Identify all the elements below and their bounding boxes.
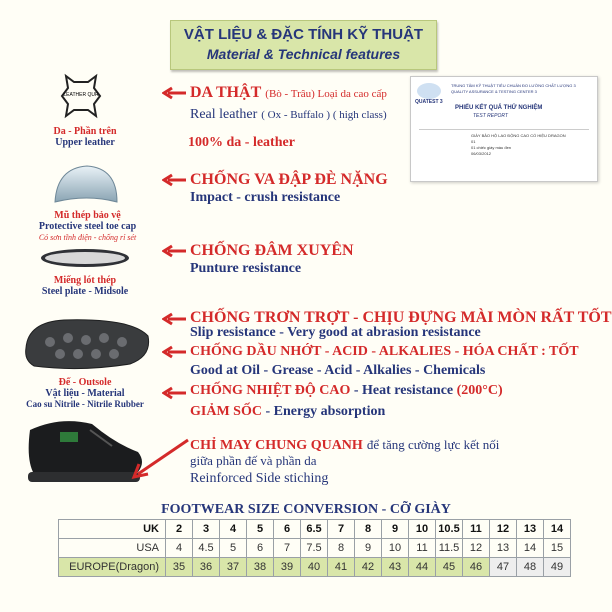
arrow-puncture-icon xyxy=(162,244,188,258)
size-row-usa: USA 4 4.5 5 6 7 7.5 8 9 10 11 11.5 12 13 14 15 xyxy=(59,539,571,558)
report-row1: GIÀY BẢO HỘ LAO ĐỘNG CAO CỔ HIỆU DRAGON xyxy=(471,133,566,138)
test-report-document xyxy=(410,76,598,182)
stitch-vi-rest: để tăng cường lực kết nối xyxy=(366,437,500,452)
leather-vi: DA THẬT xyxy=(190,84,262,101)
leather-logo-icon xyxy=(58,70,104,120)
report-line2: QUALITY ASSURANCE & TESTING CENTER 3 xyxy=(451,89,537,94)
oil-vi: CHỐNG DẦU NHỚT - ACID - ALKALIES - HÓA CHẤT : TỐT xyxy=(190,344,579,359)
arrow-heat-icon xyxy=(162,386,188,400)
stitch-vi-line2: giữa phần đế và phần da xyxy=(190,453,317,468)
sole-rubber: Cao su Nitrile - Nitrile Rubber xyxy=(26,399,144,409)
logo-text: LEATHER QUR xyxy=(63,92,99,98)
steel-plate-icon xyxy=(35,245,135,271)
stitch-en: Reinforced Side stiching xyxy=(190,471,329,486)
size-table-title: FOOTWEAR SIZE CONVERSION - CỠ GIÀY xyxy=(161,502,451,517)
header-banner xyxy=(170,20,437,70)
impact-vi: CHỐNG VA ĐẬP ĐÈ NẶNG xyxy=(190,171,388,188)
header-title-vi: VẬT LIỆU & ĐẶC TÍNH KỸ THUẬT xyxy=(183,26,424,43)
size-row-uk: UK 2 3 4 5 6 6.5 7 8 9 10 10.5 11 12 13 14 xyxy=(59,520,571,539)
report-org: QUATEST 3 xyxy=(415,99,443,105)
heat-vi: CHỐNG NHIỆT ĐỘ CAO xyxy=(190,383,351,398)
sole-material: Vật liệu - Material xyxy=(45,388,125,399)
oil-en: Good at Oil - Grease - Acid - Alkalies - Chemicals xyxy=(190,363,486,378)
arrow-slip-icon xyxy=(162,312,188,326)
slip-en: Slip resistance - Very good at abrasion resistance xyxy=(190,325,481,340)
cap-note: Có sơn tĩnh điện - chống rỉ sét xyxy=(38,233,137,242)
arrow-stitch-icon xyxy=(130,436,190,480)
sole-label-vi: Đế - Outsole xyxy=(58,377,112,388)
report-row4: 06/03/2012 xyxy=(471,151,492,156)
plate-label-en: Steel plate - Midsole xyxy=(41,286,129,297)
report-row2: 01 xyxy=(471,139,476,144)
outsole-icon xyxy=(20,312,155,374)
stitch-vi-bold: CHỈ MAY CHUNG QUANH xyxy=(190,438,363,453)
puncture-en: Punture resistance xyxy=(190,261,302,276)
upper-label-vi: Da - Phần trên xyxy=(53,126,117,137)
report-row3: 01 chiếc giày màu đen xyxy=(471,145,512,150)
size-table xyxy=(58,519,571,577)
report-line1: TRUNG TÂM KỸ THUẬT TIÊU CHUẨN ĐO LƯỜNG CHẤT LƯỢNG 3 xyxy=(451,83,576,88)
slip-vi: CHỐNG TRƠN TRỢT - CHỊU ĐỰNG MÀI MÒN RẤT TỐT xyxy=(190,309,612,326)
report-title: PHIẾU KẾT QUẢ THỬ NGHIỆM xyxy=(455,105,543,111)
report-logo-icon xyxy=(417,83,441,99)
leather-en: Real leather xyxy=(190,107,258,122)
heat-en: - Heat resistance xyxy=(353,383,454,398)
arrow-leather-icon xyxy=(162,86,188,100)
plate-label-vi: Miếng lót thép xyxy=(53,275,117,286)
shock-en: - Energy absorption xyxy=(265,404,386,419)
shock-vi: GIẢM SỐC xyxy=(190,404,262,419)
impact-en: Impact - crush resistance xyxy=(190,190,341,205)
upper-label-en: Upper leather xyxy=(55,137,115,148)
puncture-vi: CHỐNG ĐÂM XUYÊN xyxy=(190,242,354,259)
leather-percent: 100% da - leather xyxy=(188,135,295,150)
heat-value: (200°C) xyxy=(456,383,503,398)
report-subtitle: TEST REPORT xyxy=(473,113,508,119)
cap-label-en: Protective steel toe cap xyxy=(38,221,137,232)
cap-label-vi: Mũ thép bảo vệ xyxy=(54,210,121,221)
steel-toe-cap-icon xyxy=(45,160,125,210)
size-row-europe: EUROPE(Dragon) 35 36 37 38 39 40 41 42 43 44 45 46 47 48 49 xyxy=(59,558,571,577)
arrow-impact-icon xyxy=(162,173,188,187)
arrow-oil-icon xyxy=(162,345,188,359)
leather-en-note: ( Ox - Buffalo ) ( high class) xyxy=(261,109,387,121)
leather-vi-note: (Bò - Trâu) Loại da cao cấp xyxy=(265,88,387,100)
header-title-en: Material & Technical features xyxy=(206,46,401,62)
